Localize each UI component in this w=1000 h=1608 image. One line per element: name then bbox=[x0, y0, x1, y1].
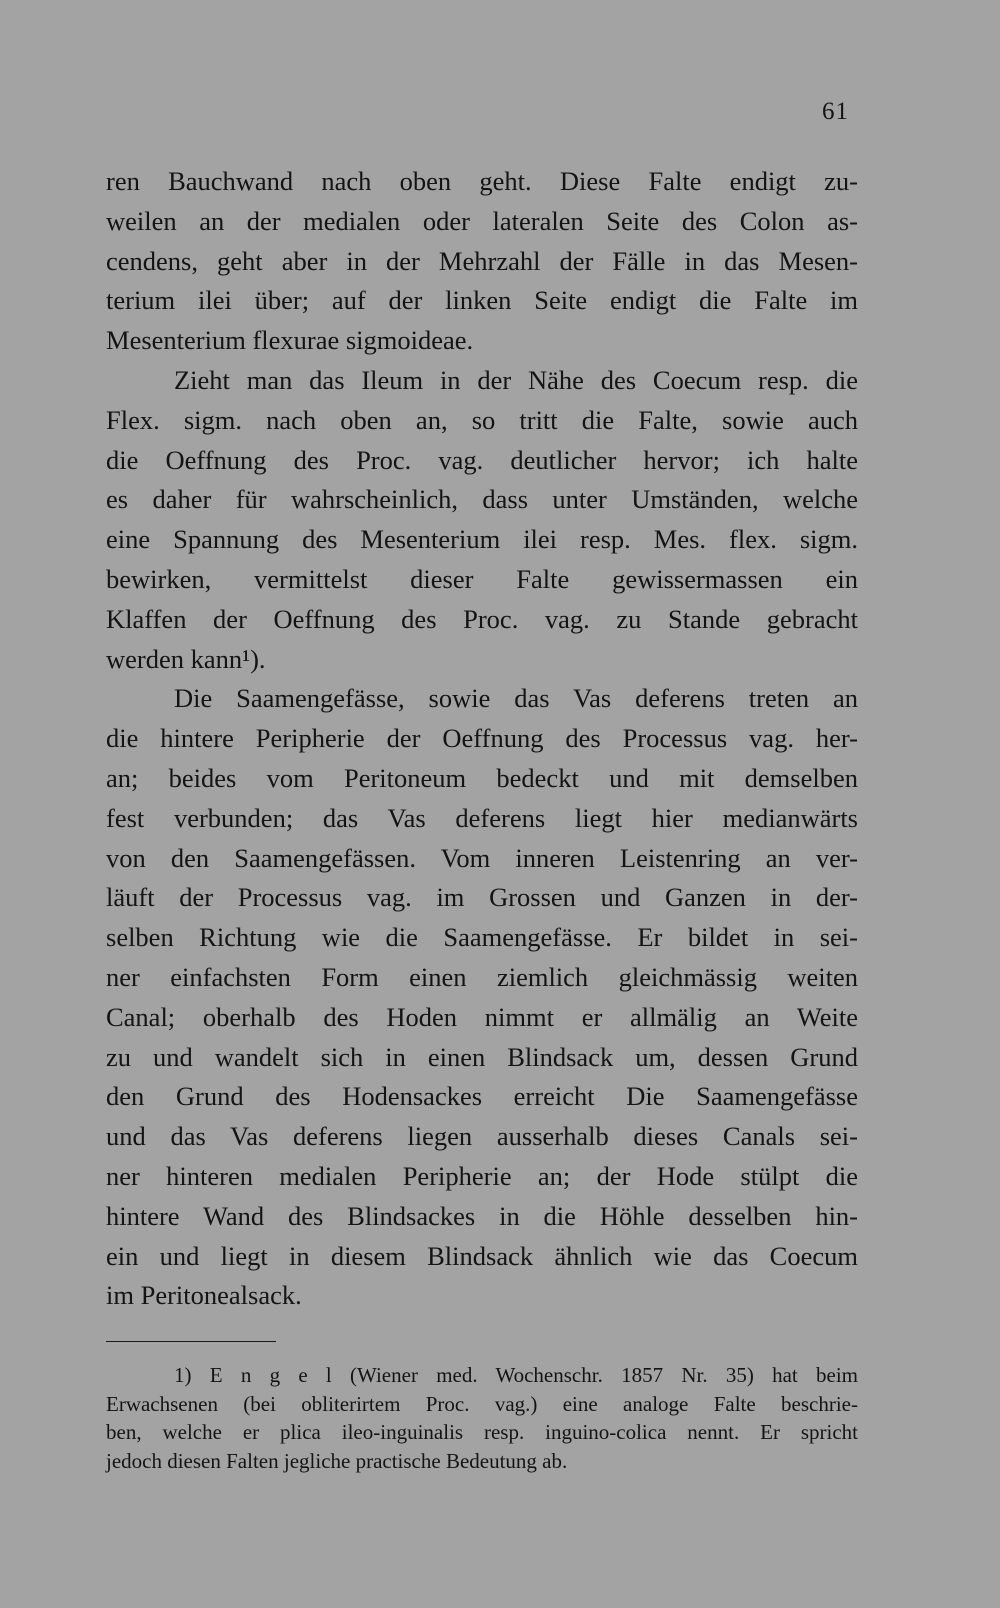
text-line: Mesenterium flexurae sigmoideae. bbox=[106, 325, 474, 356]
text-line: ren Bauchwand nach oben geht. Diese Falte endigt zu- bbox=[106, 166, 858, 196]
text-line: den Grund des Hodensackes erreicht Die Saamengefässe bbox=[106, 1081, 858, 1112]
footnote-line: 1) E n g e l (Wiener med. Wochenschr. 1857 Nr. 35) hat beim bbox=[174, 1363, 858, 1387]
text-line: an; beides vom Peritoneum bedeckt und mit demselben bbox=[106, 762, 858, 793]
text-line: läuft der Processus vag. im Grossen und Ganzen in der- bbox=[106, 882, 858, 913]
text-line: weilen an der medialen oder lateralen Seite des Colon as- bbox=[106, 205, 858, 236]
text-line: ner einfachsten Form einen ziemlich gleichmässig weiten bbox=[106, 961, 858, 992]
text-line: und das Vas deferens liegen ausserhalb dieses Canals sei- bbox=[106, 1121, 858, 1152]
text-line: die Oeffnung des Proc. vag. deutlicher hervor; ich halte bbox=[106, 444, 858, 475]
text-line: werden kann¹). bbox=[106, 643, 266, 674]
footnote-line: jedoch diesen Falten jegliche practische Bedeutung ab. bbox=[106, 1449, 568, 1474]
text-line: eine Spannung des Mesenterium ilei resp. Mes. flex. sigm. bbox=[106, 524, 858, 555]
footnote bbox=[106, 1361, 858, 1476]
text-line: hintere Wand des Blindsackes in die Höhle desselben hin- bbox=[106, 1200, 858, 1231]
text-line: ner hinteren medialen Peripherie an; der Hode stülpt die bbox=[106, 1160, 858, 1191]
text-line: Zieht man das Ileum in der Nähe des Coecum resp. die bbox=[174, 364, 858, 395]
footnote-divider bbox=[106, 1341, 276, 1342]
text-line: selben Richtung wie die Saamengefässe. Er bildet in sei- bbox=[106, 922, 858, 953]
text-line: im Peritonealsack. bbox=[106, 1280, 302, 1311]
page-number: 61 bbox=[822, 98, 849, 125]
text-line: es daher für wahrscheinlich, dass unter Umständen, welche bbox=[106, 484, 858, 515]
text-line: Die Saamengefässe, sowie das Vas deferens treten an bbox=[174, 683, 858, 714]
text-line: cendens, geht aber in der Mehrzahl der Fälle in das Mesen- bbox=[106, 245, 858, 276]
text-line: die hintere Peripherie der Oeffnung des Processus vag. her- bbox=[106, 723, 858, 754]
text-line: von den Saamengefässen. Vom inneren Leistenring an ver- bbox=[106, 842, 858, 873]
text-line: zu und wandelt sich in einen Blindsack um, dessen Grund bbox=[106, 1041, 858, 1072]
footnote-line: ben, welche er plica ileo-inguinalis resp. inguino-colica nennt. Er spricht bbox=[106, 1420, 858, 1445]
footnote-line: Erwachsenen (bei obliterirtem Proc. vag.) eine analoge Falte beschrie- bbox=[106, 1391, 858, 1416]
text-line: ein und liegt in diesem Blindsack ähnlich wie das Coecum bbox=[106, 1240, 858, 1271]
text-line: Flex. sigm. nach oben an, so tritt die Falte, sowie auch bbox=[106, 404, 858, 435]
body-text bbox=[106, 162, 858, 1316]
text-line: terium ilei über; auf der linken Seite endigt die Falte im bbox=[106, 285, 858, 316]
text-line: fest verbunden; das Vas deferens liegt hier medianwärts bbox=[106, 802, 858, 833]
text-line: Klaffen der Oeffnung des Proc. vag. zu Stande gebracht bbox=[106, 603, 858, 634]
text-line: bewirken, vermittelst dieser Falte gewissermassen ein bbox=[106, 563, 858, 594]
text-line: Canal; oberhalb des Hoden nimmt er allmälig an Weite bbox=[106, 1001, 858, 1032]
